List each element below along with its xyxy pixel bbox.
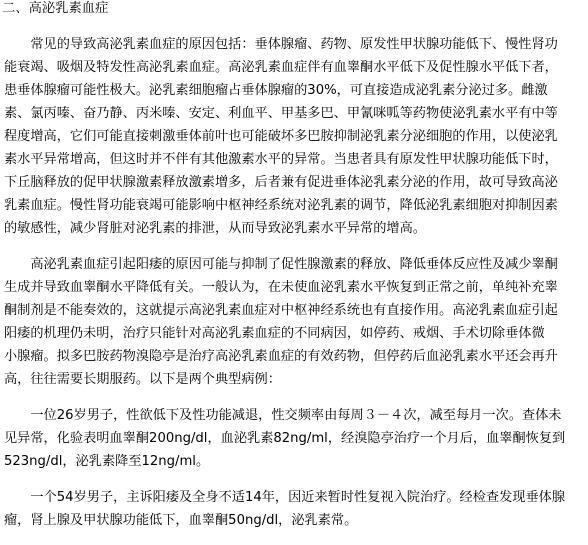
paragraph-line: 高泌乳素血症引起阳痿的原因可能与抑制了促性腺激素的释放、降低垂体反应性及减少睾酮 (4, 257, 558, 272)
paragraph-line: 一位26岁男子，性欲低下及性功能减退，性交频率由每周３－４次，减至每月一次。查体未 (4, 408, 562, 423)
paragraph-line: 523ng/dl，泌乳素降至12ng/ml。 (4, 454, 210, 469)
paragraph-line: 生成并导致血睾酮水平降低有关。一般认为，在未使血泌乳素水平恢复到正常之前，单纯补充睾 (4, 280, 558, 295)
paragraph-line: 瘤，肾上腺及甲状腺功能低下，血睾酮50ng/dl，泌乳素常。 (4, 513, 358, 528)
paragraph-line: 常见的导致高泌乳素血症的原因包括：垂体腺瘤、药物、原发性甲状腺功能低下、慢性肾功 (4, 37, 558, 52)
paragraph-line: 一个54岁男子，主诉阳痿及全身不适14年，因近来暂时性复视入院治疗。经检查发现垂体腺 (4, 490, 566, 505)
paragraph-line: 的敏感性，减少肾脏对泌乳素的排泄，从而导致泌乳素水平异常的增高。 (4, 221, 426, 236)
paragraph-line: 小腺瘤。拟多巴胺药物溴隐亭是治疗高泌乳素血症的有效药物，但停药后血泌乳素水平还会再升 (4, 349, 558, 364)
paragraph-line: 下丘脑释放的促甲状腺激素释放激素增多，后者兼有促进垂体泌乳素分泌的作用，故可导致高泌 (4, 175, 558, 190)
paragraph-line: 见异常，化验表明血睾酮200ng/dl，血泌乳素82ng/ml，经溴隐亭治疗一个月后，血睾酮恢复到 (4, 431, 566, 446)
paragraph-line: 阳痿的机理仍未明，治疗只能针对高泌乳素血症的不同病因，如停药、戒烟、手术切除垂体微 (4, 326, 545, 341)
paragraph-line: 酮制剂是不能奏效的，这就提示高泌乳素血症对中枢神经系统也有直接作用。高泌乳素血症引起 (4, 303, 558, 318)
paragraph-line: 素水平异常增高，但这时并不伴有其他激素水平的异常。当患者具有原发性甲状腺功能低下时， (4, 152, 558, 167)
paragraph-line: 程度增高，它们可能直接刺激垂体前叶也可能破坏多巴胺抑制泌乳素分泌细胞的作用，以使泌乳 (4, 129, 558, 144)
section-heading: 二、高泌乳素血症 (2, 1, 109, 16)
paragraph-line: 素、氯丙嗪、奋乃静、丙米嗪、安定、利血平、甲基多巴、甲氰咪呱等药物使泌乳素水平有中等 (4, 106, 558, 121)
paragraph-line: 乳素血症。慢性肾功能衰竭可能影响中枢神经系统对泌乳素的调节，降低泌乳素细胞对抑制因素 (4, 198, 558, 213)
paragraph-line: 患垂体腺瘤可能性极大。泌乳素细胞瘤占垂体腺瘤的30%，可直接造成泌乳素分泌过多。雌激 (4, 83, 548, 98)
paragraph-line: 高，往往需要长期服药。以下是两个典型病例： (4, 372, 281, 387)
paragraph-line: 能衰竭、吸烟及特发性高泌乳素血症。高泌乳素血症伴有血睾酮水平低下及促性腺水平低下者， (4, 60, 558, 75)
